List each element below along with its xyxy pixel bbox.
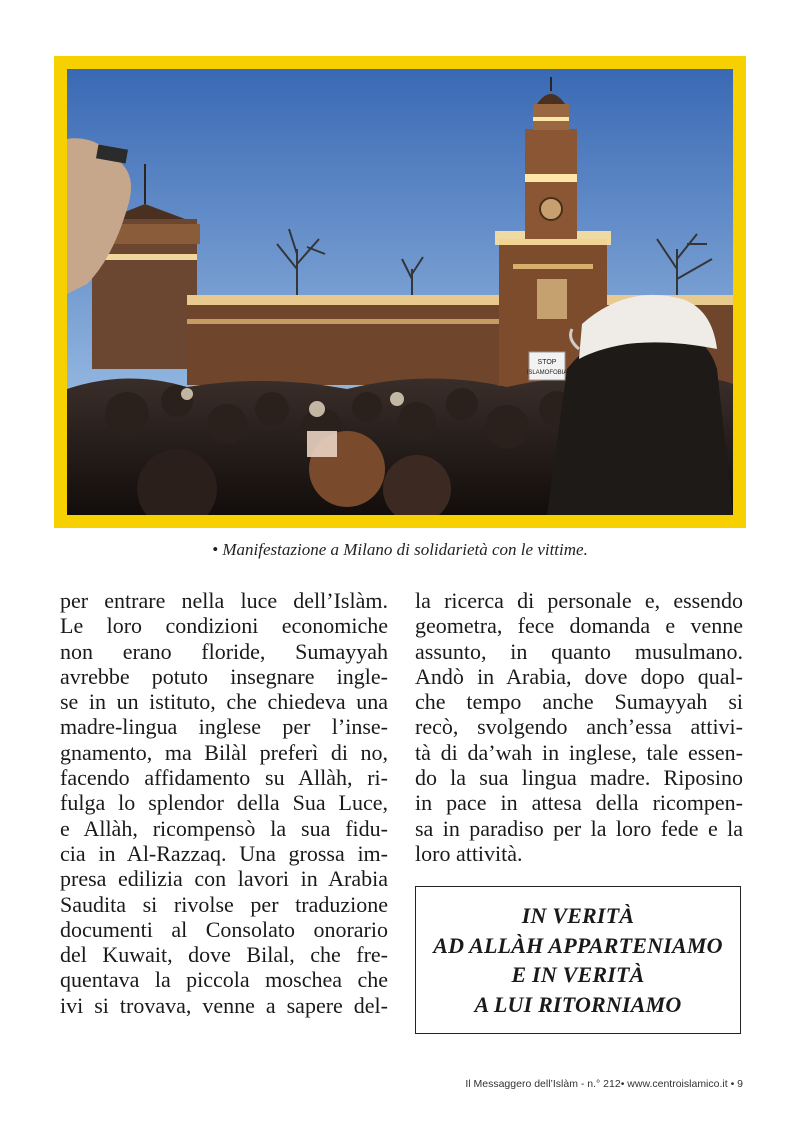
text-line: presa edilizia con lavori in Arabia xyxy=(60,866,388,892)
quote-box xyxy=(415,886,741,1034)
text-line: madre-lingua inglese per l’inse- xyxy=(60,714,388,740)
photo-sign-line-1: STOP xyxy=(537,359,557,366)
text-line: facendo affidamento su Allàh, ri- xyxy=(60,765,388,791)
text-line: Le loro condizioni economiche xyxy=(60,613,388,639)
text-line: Saudita si rivolse per traduzione xyxy=(60,891,388,917)
text-line: non erano floride, Sumayyah xyxy=(60,638,388,664)
text-line: e Allàh, ricompensò la sua fidu- xyxy=(60,815,388,841)
text-line: avrebbe potuto insegnare ingle- xyxy=(60,663,388,689)
quote-line: E IN VERITÀ xyxy=(511,962,645,987)
text-line: assunto, in quanto musulmano. xyxy=(415,638,743,664)
text-line: la ricerca di personale e, essendo xyxy=(415,588,743,613)
text-line: in pace in attesa della ricompen- xyxy=(415,790,743,816)
page-footer: Il Messaggero dell’Islàm - n.° 212• www.centroislamico.it • 9 xyxy=(465,1078,743,1090)
text-line: quentava la piccola moschea che xyxy=(60,967,388,993)
article-column-left xyxy=(60,588,388,1018)
text-line: recò, svolgendo anch’essa attivi- xyxy=(415,714,743,740)
text-line: ivi si trovava, venne a sapere del- xyxy=(60,992,388,1018)
quote-line: IN VERITÀ xyxy=(521,903,635,928)
text-line: se in un istituto, che chiedeva una xyxy=(60,689,388,715)
photo-frame xyxy=(54,56,746,528)
text-line: documenti al Consolato onorario xyxy=(60,916,388,942)
text-line: gnamento, ma Bilàl preferì di no, xyxy=(60,739,388,765)
text-line: do la sua lingua madre. Riposino xyxy=(415,765,743,791)
text-line: tà di da’wah in inglese, tale essen- xyxy=(415,739,743,765)
text-line: per entrare nella luce dell’Islàm. xyxy=(60,588,388,613)
text-line: che tempo anche Sumayyah si xyxy=(415,689,743,715)
text-line: loro attività. xyxy=(415,840,523,866)
text-line: cia in Al-Razzaq. Una grossa im- xyxy=(60,840,388,866)
text-line: sa in paradiso per la loro fede e la xyxy=(415,815,743,841)
text-line: fulga lo splendor della Sua Luce, xyxy=(60,790,388,816)
text-line: geometra, fece domanda e venne xyxy=(415,613,743,639)
photo-caption: • Manifestazione a Milano di solidarietà con le vittime. xyxy=(212,540,588,559)
text-line: Andò in Arabia, dove dopo qual- xyxy=(415,663,743,689)
milan-castle-rally-photo xyxy=(67,69,733,515)
quote-line: AD ALLÀH APPARTENIAMO xyxy=(433,932,723,958)
photo-sign-line-2: ISLAMOFOBIA xyxy=(526,370,568,376)
text-line: del Kuwait, dove Bilal, che fre- xyxy=(60,942,388,968)
quote-line: A LUI RITORNIAMO xyxy=(474,991,682,1017)
article-column-right xyxy=(415,588,743,866)
